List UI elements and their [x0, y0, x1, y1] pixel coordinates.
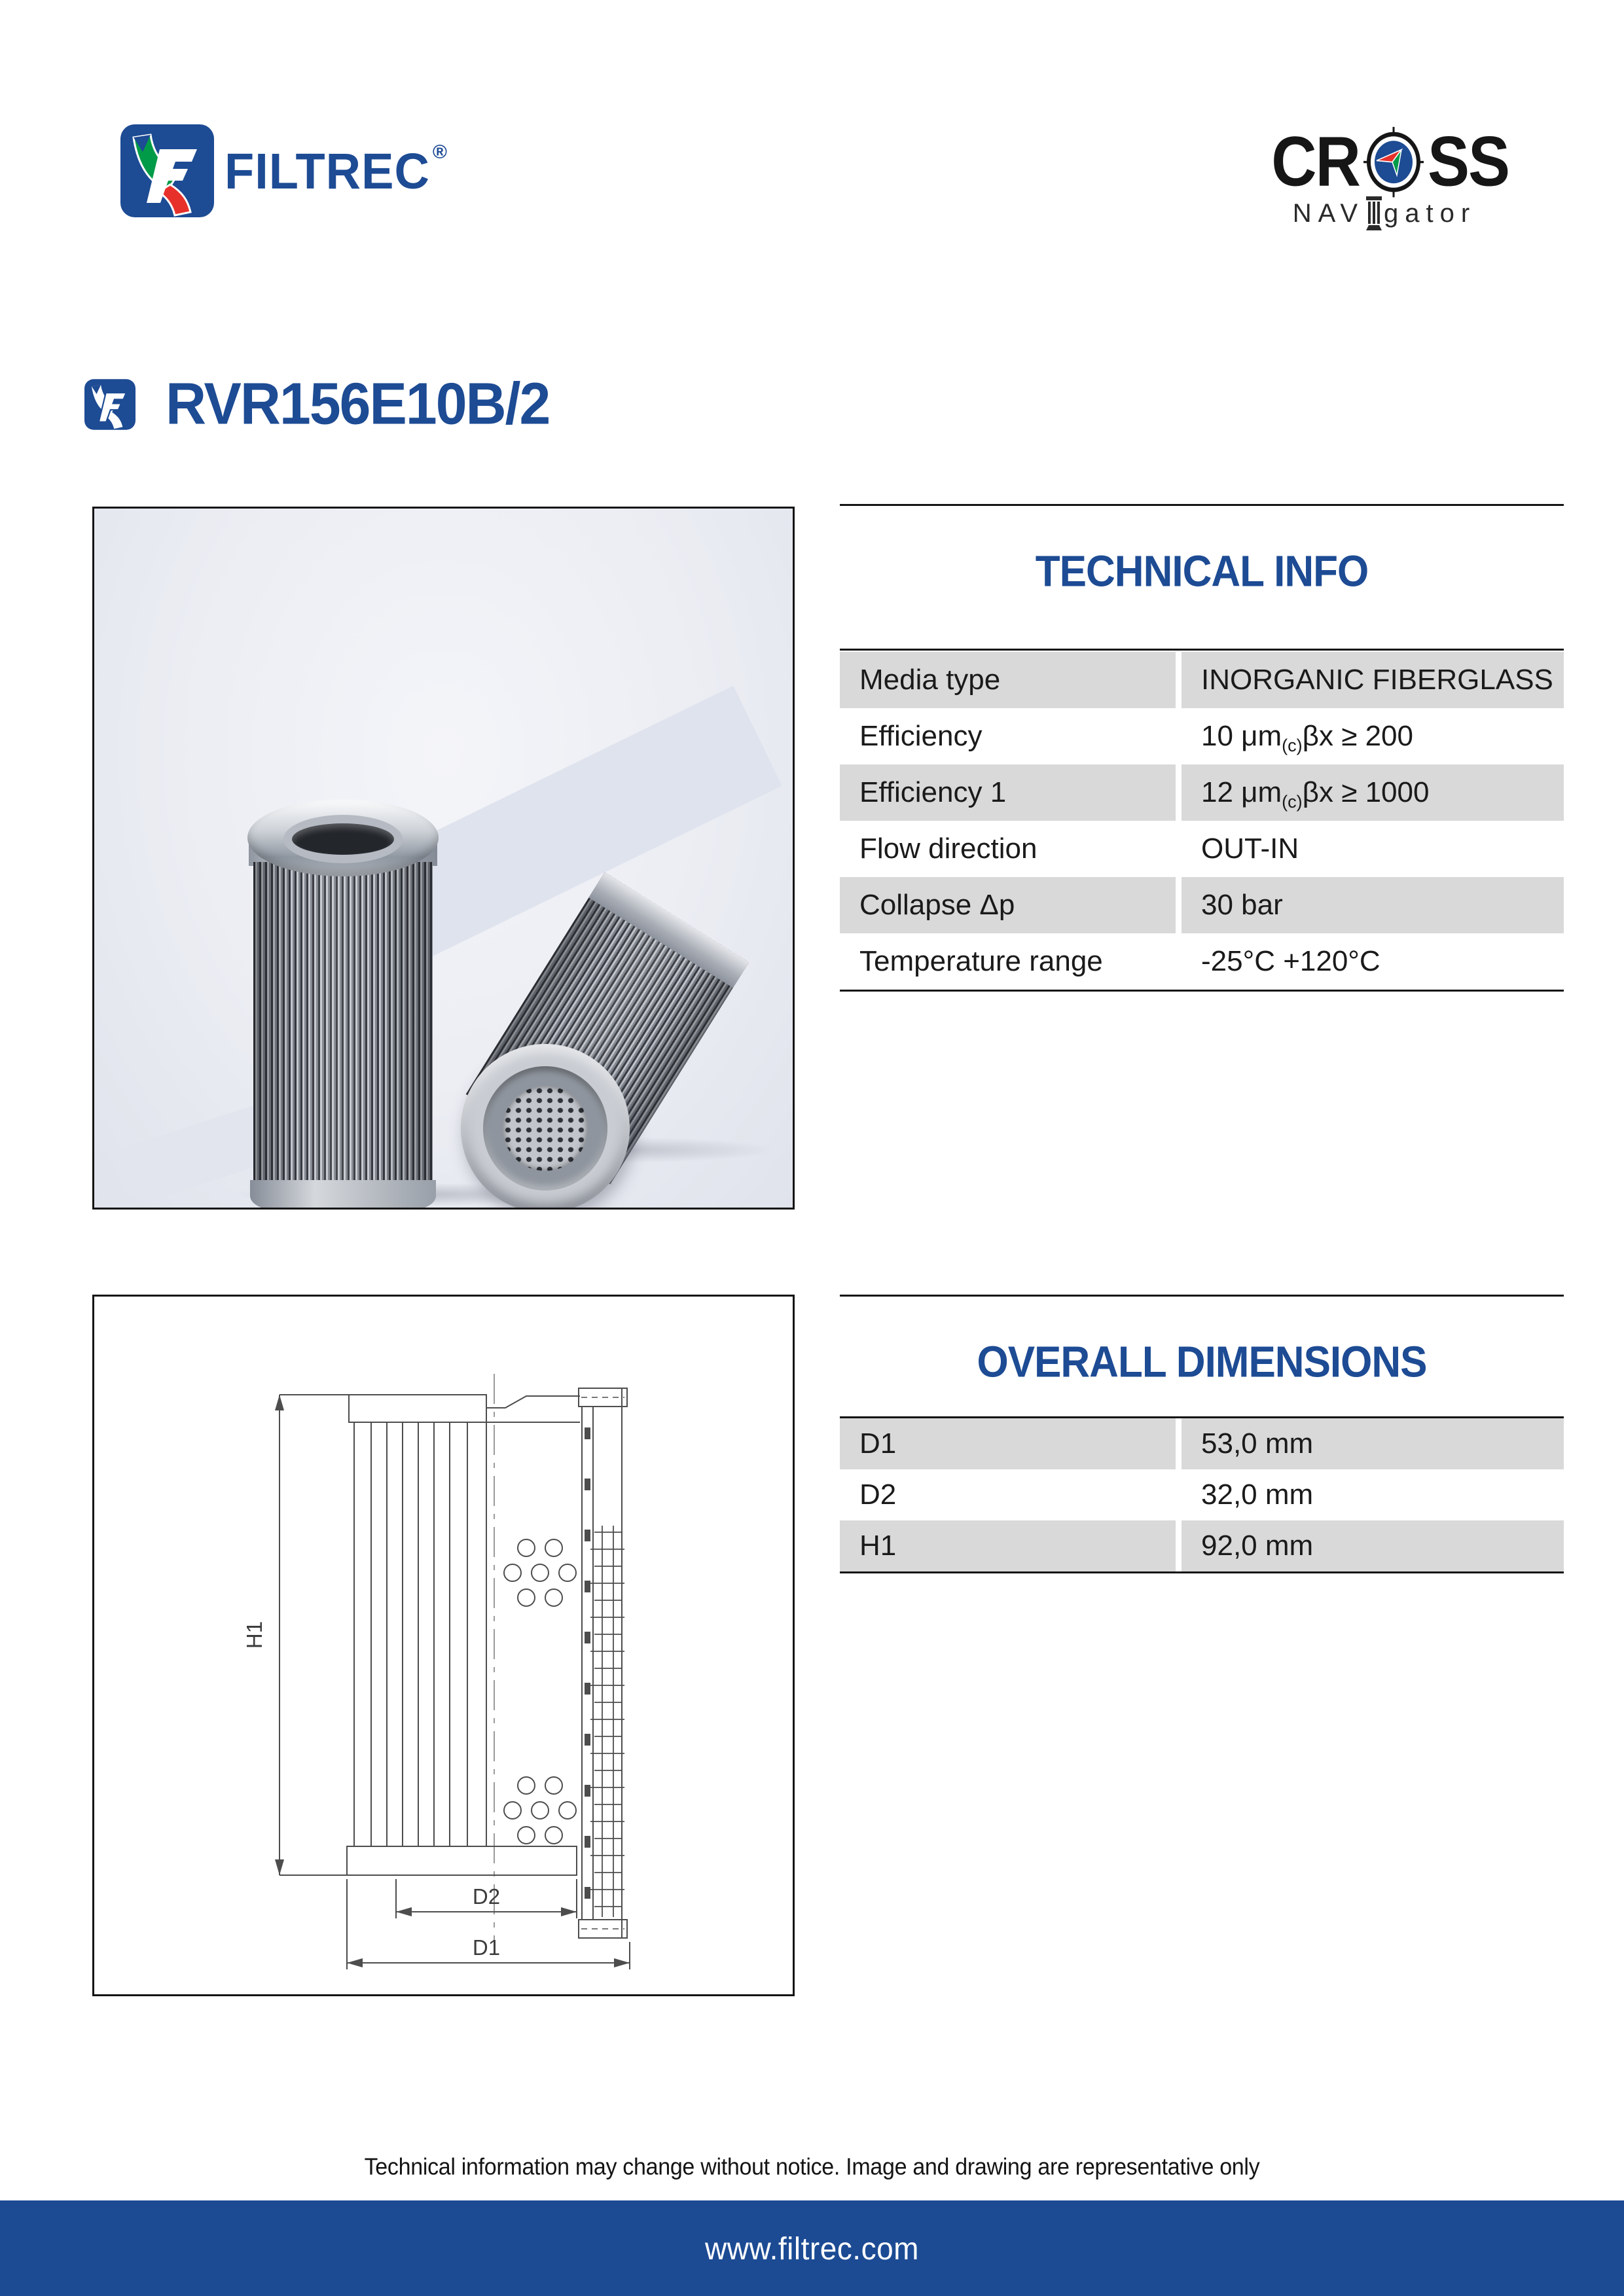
- section-divider: [840, 1295, 1564, 1297]
- row-label: Efficiency: [859, 720, 983, 752]
- lying-filter-inner-ring: [483, 1066, 607, 1191]
- cross-navigator-logo: [1260, 122, 1509, 233]
- row-label: Flow direction: [859, 833, 1038, 865]
- cross-part-cr: CR: [1271, 122, 1360, 201]
- filtrec-mark-icon: [120, 124, 214, 217]
- table-row: [840, 821, 1564, 877]
- technical-drawing: [94, 1297, 793, 1994]
- registered-mark: ®: [432, 141, 448, 163]
- disclaimer-text: Technical information may change without notice. Image and drawing are representative only: [364, 2154, 1260, 2180]
- technical-drawing-panel: [92, 1295, 795, 1996]
- row-label: Collapse Δp: [840, 877, 1176, 933]
- overall-dimensions-title: OVERALL DIMENSIONS: [977, 1338, 1427, 1387]
- table-row: [840, 764, 1564, 821]
- standing-filter-bottom-cap: [250, 1180, 436, 1210]
- section-divider: [840, 504, 1564, 506]
- table-row: [840, 1469, 1564, 1520]
- nav-part: NAV: [1292, 198, 1365, 228]
- row-value: 53,0 mm: [1182, 1418, 1564, 1469]
- standing-filter-pleated-body: [253, 862, 433, 1184]
- cross-part-ss: SS: [1427, 122, 1509, 201]
- filtrec-logo: [120, 122, 579, 220]
- product-code: RVR156E10B/2: [166, 370, 550, 437]
- lying-filter-rear-cap: [588, 872, 749, 988]
- row-label: Temperature range: [859, 945, 1103, 977]
- product-photo-panel: [92, 507, 795, 1210]
- row-label: D1: [840, 1418, 1176, 1469]
- table-top-rule: [840, 649, 1564, 651]
- lying-filter-perforated-core: [503, 1086, 588, 1171]
- row-label: Media type: [840, 652, 1176, 708]
- row-value: 30 bar: [1182, 877, 1564, 933]
- standing-filter-open-end: [283, 815, 403, 863]
- cross-wordmark: [1260, 122, 1509, 202]
- product-title-row: [84, 370, 550, 437]
- lying-filter-end-face: [461, 1044, 630, 1210]
- website-link[interactable]: www.filtrec.com: [705, 2230, 919, 2267]
- drawing-label-d1: D1: [472, 1935, 501, 1960]
- table-bottom-rule: [840, 1571, 1564, 1573]
- row-label: D2: [859, 1479, 897, 1511]
- row-value: INORGANIC FIBERGLASS: [1182, 652, 1564, 708]
- row-value: 10 μm (c) βx ≥ 200: [1201, 720, 1413, 755]
- footer-bar: [0, 2200, 1624, 2296]
- table-row: [840, 1520, 1564, 1571]
- table-row: [840, 877, 1564, 933]
- row-value: -25°C +120°C: [1201, 945, 1380, 977]
- table-row: [840, 708, 1564, 764]
- row-label: H1: [840, 1520, 1176, 1571]
- compass-icon: [1361, 126, 1426, 199]
- drawing-label-h1: H1: [242, 1621, 266, 1649]
- table-row: [840, 1418, 1564, 1469]
- drawing-label-d2: D2: [472, 1884, 501, 1909]
- product-title-mark-icon: [84, 379, 135, 430]
- table-row: [840, 652, 1564, 708]
- table-bottom-rule: [840, 990, 1564, 992]
- row-value: 12 μm (c) βx ≥ 1000: [1182, 764, 1564, 821]
- row-value: 92,0 mm: [1182, 1520, 1564, 1571]
- filtrec-wordmark: FILTREC: [225, 142, 430, 200]
- table-row: [840, 933, 1564, 990]
- gator-part: gator: [1384, 198, 1477, 228]
- technical-info-title: TECHNICAL INFO: [1035, 547, 1369, 596]
- row-label: Efficiency 1: [840, 764, 1176, 821]
- row-value: OUT-IN: [1201, 833, 1299, 865]
- row-value: 32,0 mm: [1201, 1479, 1314, 1511]
